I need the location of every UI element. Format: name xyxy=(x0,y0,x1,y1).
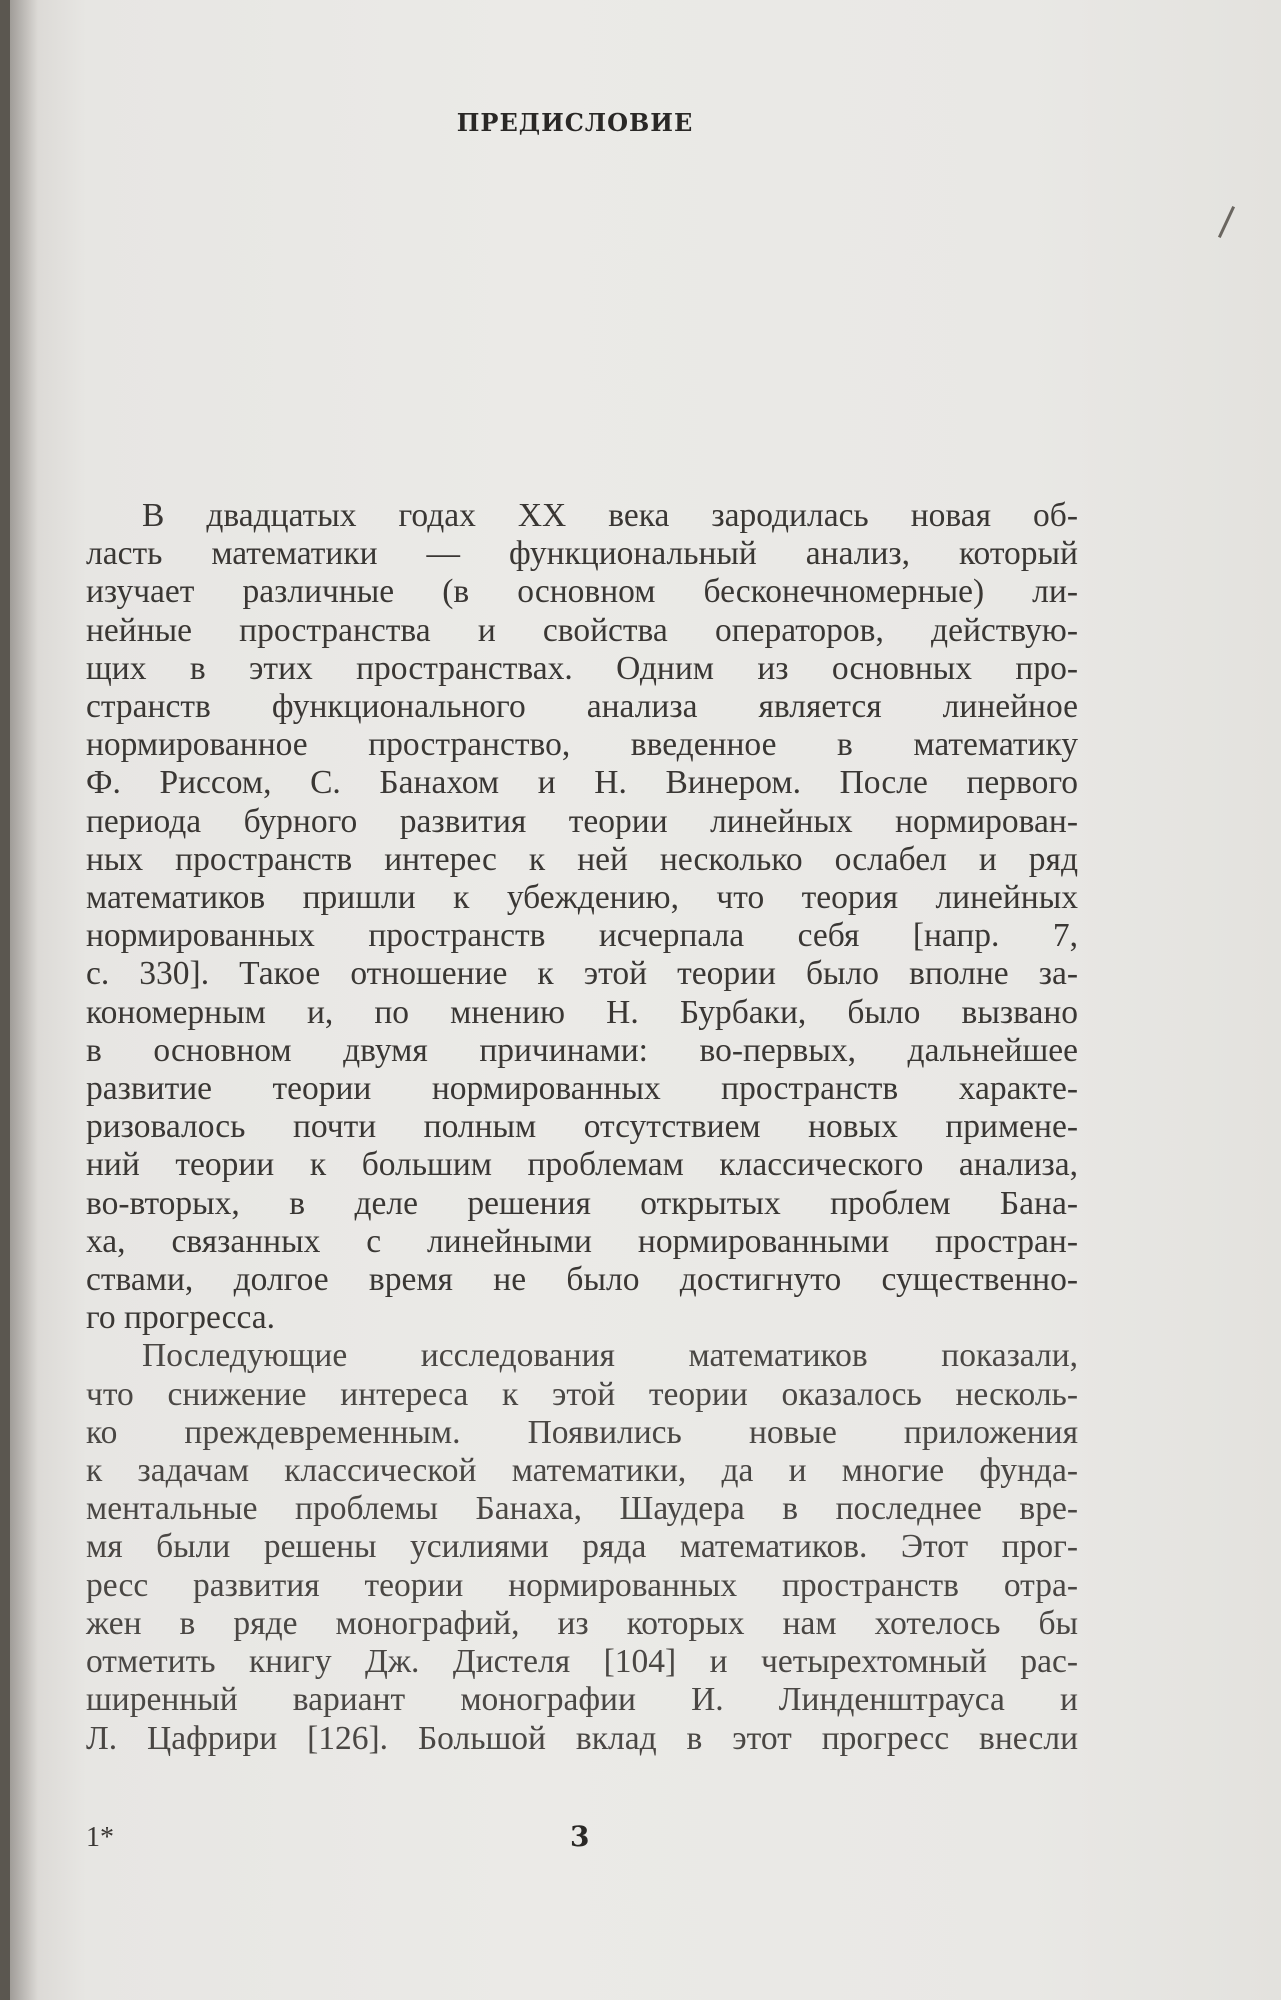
text-line: ствами, долгое время не было достигнуто существенно- xyxy=(86,1261,1078,1299)
text-line: ласть математики — функциональный анализ, который xyxy=(86,535,1078,573)
paragraph-1 xyxy=(86,497,1078,1337)
text-line: ха, связанных с линейными нормированными простран- xyxy=(86,1222,1078,1260)
text-line: периода бурного развития теории линейных нормирован- xyxy=(86,802,1078,840)
text-line: жен в ряде монографий, из которых нам хотелось бы xyxy=(86,1604,1078,1642)
text-line: ных пространств интерес к ней несколько ослабел и ряд xyxy=(86,840,1078,878)
page-title: ПРЕДИСЛОВИЕ xyxy=(456,108,694,137)
text-line: что снижение интереса к этой теории оказалось несколь- xyxy=(86,1375,1078,1413)
text-line: кономерным и, по мнению Н. Бурбаки, было вызвано xyxy=(86,993,1078,1031)
text-line: ресс развития теории нормированных пространств отра- xyxy=(86,1566,1078,1604)
text-line: нейные пространства и свойства операторов, действую- xyxy=(86,611,1078,649)
text-line: ний теории к большим проблемам классического анализа, xyxy=(86,1146,1078,1184)
text-line: ширенный вариант монографии И. Линденштрауса и xyxy=(86,1681,1078,1719)
body-text xyxy=(86,497,1078,1758)
text-line: Ф. Риссом, С. Банахом и Н. Винером. После первого xyxy=(86,764,1078,802)
book-page xyxy=(10,0,1281,2000)
text-line: Л. Цафрири [126]. Большой вклад в этот прогресс внесли xyxy=(86,1719,1078,1757)
text-line: В двадцатых годах XX века зародилась новая об- xyxy=(142,497,1078,534)
text-line: нормированное пространство, введенное в математику xyxy=(86,726,1078,764)
text-line: в основном двумя причинами: во-первых, дальнейшее xyxy=(86,1031,1078,1069)
text-line: го прогресса. xyxy=(86,1299,276,1337)
text-line: изучает различные (в основном бесконечномерные) ли- xyxy=(86,573,1078,611)
text-line: ко преждевременным. Появились новые приложения xyxy=(86,1413,1078,1451)
text-line: отметить книгу Дж. Дистеля [104] и четырехтомный рас- xyxy=(86,1643,1078,1681)
text-line: развитие теории нормированных пространств характе- xyxy=(86,1070,1078,1108)
text-line: Последующие исследования математиков показали, xyxy=(142,1337,1078,1375)
signature-mark: 1* xyxy=(86,1822,114,1853)
paragraph-2 xyxy=(86,1337,1078,1757)
text-line: математиков пришли к убеждению, что теория линейных xyxy=(86,879,1078,917)
text-line: к задачам классической математики, да и многие фунда- xyxy=(86,1452,1078,1490)
text-line: с. 330]. Такое отношение к этой теории было вполне за- xyxy=(86,955,1078,993)
text-line: во-вторых, в деле решения открытых проблем Бана- xyxy=(86,1184,1078,1222)
pencil-mark xyxy=(1218,206,1235,238)
text-line: странств функционального анализа является линейное xyxy=(86,688,1078,726)
text-line: нормированных пространств исчерпала себя [напр. 7, xyxy=(86,917,1078,955)
text-line: мя были решены усилиями ряда математиков. Этот прог- xyxy=(86,1528,1078,1566)
page-number: 3 xyxy=(570,1820,590,1853)
text-line: ментальные проблемы Банаха, Шаудера в последнее вре- xyxy=(86,1490,1078,1528)
text-line: щих в этих пространствах. Одним из основных про- xyxy=(86,649,1078,687)
text-line: ризовалось почти полным отсутствием новых примене- xyxy=(86,1108,1078,1146)
